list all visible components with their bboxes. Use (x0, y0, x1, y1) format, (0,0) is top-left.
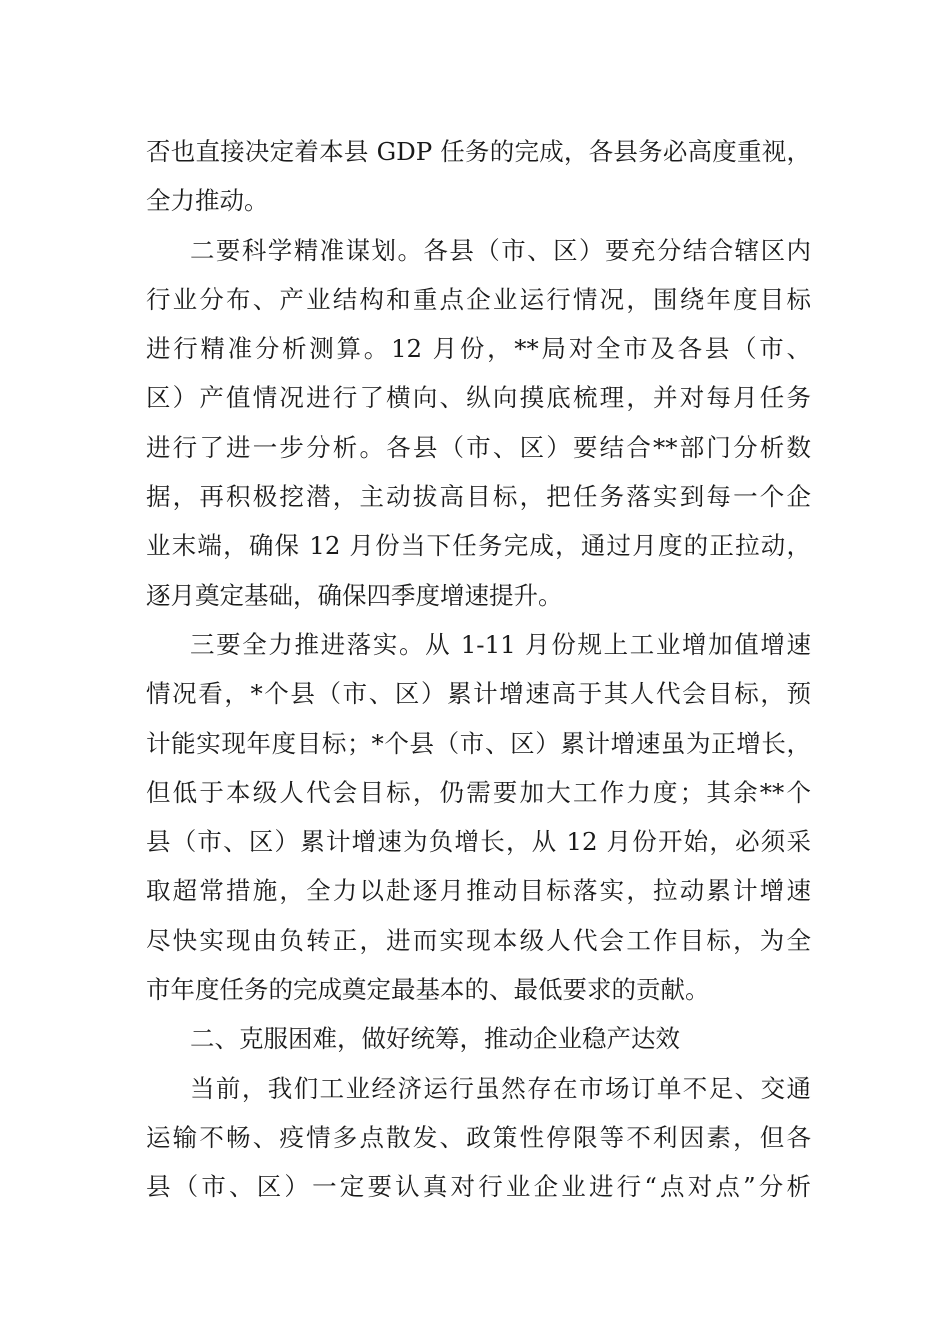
text-line: 三要全力推进落实。从 1-11 月份规上工业增加值增速 (190, 629, 811, 659)
text-line: 当前，我们工业经济运行虽然存在市场订单不足、交通 (190, 1073, 811, 1103)
document-body (146, 127, 811, 1212)
text-line: 计能实现年度目标；*个县（市、区）累计增速虽为正增长， (146, 728, 811, 758)
text-line: 运输不畅、疫情多点散发、政策性停限等不利因素，但各 (146, 1122, 811, 1152)
text-line: 但低于本级人代会目标，仍需要加大工作力度；其余**个 (146, 777, 811, 807)
text-line: 业末端，确保 12 月份当下任务完成，通过月度的正拉动， (146, 531, 811, 561)
text-line: 逐月奠定基础，确保四季度增速提升。 (146, 580, 563, 610)
text-line: 进行了进一步分析。各县（市、区）要结合**部门分析数 (146, 432, 811, 462)
text-line: 否也直接决定着本县 GDP 任务的完成，各县务必高度重视， (146, 137, 811, 166)
text-line: 尽快实现由负转正，进而实现本级人代会工作目标，为全 (146, 925, 811, 955)
text-line: 二要科学精准谋划。各县（市、区）要充分结合辖区内 (190, 235, 811, 265)
text-line: 县（市、区）累计增速为负增长，从 12 月份开始，必须采 (146, 827, 811, 857)
text-line: 进行精准分析测算。12 月份，**局对全市及各县（市、 (146, 334, 811, 364)
text-line: 取超常措施，全力以赴逐月推动目标落实，拉动累计增速 (146, 876, 811, 906)
text-line: 情况看，*个县（市、区）累计增速高于其人代会目标，预 (146, 679, 811, 709)
text-line: 市年度任务的完成奠定最基本的、最低要求的贡献。 (146, 975, 710, 1005)
text-line: 县（市、区）一定要认真对行业企业进行“点对点”分析 (146, 1172, 811, 1202)
text-line: 据，再积极挖潜，主动拔高目标，把任务落实到每一个企 (146, 482, 811, 512)
text-line: 行业分布、产业结构和重点企业运行情况，围绕年度目标 (146, 284, 811, 314)
text-line: 二、克服困难，做好统筹，推动企业稳产达效 (190, 1024, 680, 1054)
text-line: 区）产值情况进行了横向、纵向摸底梳理，并对每月任务 (146, 383, 811, 413)
text-line: 全力推动。 (146, 186, 269, 216)
